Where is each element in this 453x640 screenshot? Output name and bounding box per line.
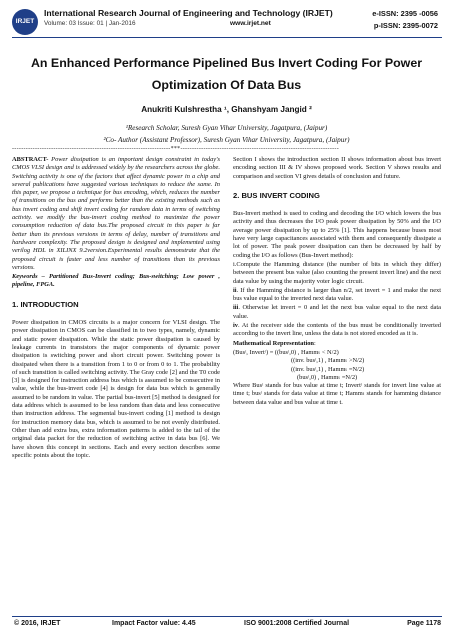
e-issn: e-ISSN: 2395 -0056 — [372, 9, 438, 18]
step-iv — [233, 322, 441, 339]
affiliation-1: ¹Research Scholar, Suresh Gyan Vihar University, Jagatpura, (Jaipur) — [125, 124, 328, 132]
math-heading: Mathematical Representation: — [233, 339, 316, 347]
abstract-label: ABSTRACT- — [12, 156, 49, 163]
paper-title: An Enhanced Performance Pipelined Bus Invert Coding For Power Optimization Of Data Bus — [30, 56, 423, 92]
math-line-2: ((inv. busᵗ,1) , Hammₜ >N/2) — [291, 357, 365, 365]
footer-divider — [12, 616, 442, 617]
step-i: i.Compute the Hamming distance (the number of bits in which they differ) between the present bus value (also counting the present invert line) and the next data value by using the majority voter logic circuit. — [233, 260, 441, 285]
bus-invert-text: Bus-Invert method is used to coding and decoding the I/O which lowers the bus activity and thus decreases the I/O peak power dissipation by 50% and the I/O average power dissipation by up to 25% [1]. This happens because buses most have very large capacitances associated with them and consequently dissipate a lot of power. The peak power dissipation can then be decreased by half by coding the I/O as follows (Bus-Invert method): — [233, 210, 441, 259]
math-description: Where Busᵗ stands for bus value at time t; Invertᵗ stands for invert line value at time t; busᵗ stands for data value at time t; Hammₜ stands for hamming distance between data value and bus value at time t. — [233, 382, 441, 406]
math-line-4: (busᵗ,0) , Hammₜ =N/2) — [297, 373, 358, 381]
bus-invert-heading: 2. BUS INVERT CODING — [233, 190, 320, 200]
footer-impact-factor: Impact Factor value: 4.45 — [112, 620, 196, 627]
step-ii — [233, 287, 441, 304]
footer-page-number: Page 1178 — [407, 620, 441, 627]
paper-authors: Anukriti Kulshrestha ¹, Ghanshyam Jangid ² — [141, 105, 312, 114]
footer-iso: ISO 9001:2008 Certified Journal — [244, 620, 350, 627]
p-issn: p-ISSN: 2395-0072 — [373, 21, 438, 30]
step-iv-label: iv — [233, 322, 238, 330]
volume-issue: Volume: 03 Issue: 01 | Jan-2016 — [44, 20, 136, 27]
section-separator: ---------------------------------------------------------------------***--------------------------------------------------------------------- — [12, 146, 340, 152]
header-divider — [12, 37, 442, 38]
journal-url[interactable]: www.irjet.net — [230, 20, 271, 27]
step-iii-label: iii — [233, 304, 239, 312]
math-line-1: (Busᵗ, Invertᵗ) = ((busᵗ,0) , Hammₜ < N/2) — [233, 348, 339, 356]
introduction-text: Power dissipation in CMOS circuits is a major concern for VLSI design. The power dissipation in CMOS can be classified in to two types, namely, dynamic and static power dissipation. While the static power dissipation is caused by leakage currents in transistors the major components of dynamic power dissipation is switching power and short circuit power. Switching power is dissipated when there is a transition from 1 to 0 or from 0 to 1. The probability of such transition is called switching activity. The Gray code [2] and the T0 code [3] is designed for instruction address bus which is assumed to be consecutive in value, while the bus-invert code [4] is design for data bus which is generally assumed to be random in value. The partial bus-invert [5] method is designed for data address which is assumed to be less random than data and less consecutive than instruction address. The segmental bus-invert coding [1] method is design for instruction memory data bus, which is assumed to be not evenly distributed. Other than add extra bus, extra information patterns is added to the tail of the original data packet for the reduction of switching active in data bus [6]. We have shown this concept in sections. Each and every section describes some specific points about the topic. — [12, 319, 220, 459]
footer-copyright: © 2016, IRJET — [14, 620, 61, 627]
introduction-heading: 1. INTRODUCTION — [12, 299, 79, 309]
right-column — [233, 156, 441, 408]
math-heading-text: Mathematical Representation — [233, 339, 314, 347]
keywords: Keywords – Partitioned Bus-Invert coding; Bus-switching; Low power , pipeline, FPGA. — [12, 273, 220, 289]
introduction-continued: Section I shows the introduction section II shows information about bus invert encoding section III & IV shows proposed work. Section V shows results and comparison and section VI gives details of conclusion and future. — [233, 156, 441, 180]
math-line-3: ((inv. busᵗ,1) , Hammₜ =N/2) — [291, 365, 365, 373]
affiliation-2: ²Co- Author (Assistant Professor), Suresh Gyan Vihar University, Jagatpura, (Jaipur) — [103, 136, 350, 144]
step-ii-text: . If the Hamming distance is larger than n/2, set invert = 1 and make the next bus value equal to the inverted next data value. — [233, 286, 441, 303]
step-ii-label: ii — [233, 286, 237, 294]
journal-name: International Research Journal of Engineering and Technology (IRJET) — [44, 8, 333, 18]
step-iii — [233, 304, 441, 321]
left-column — [12, 156, 220, 461]
abstract-text: Power dissipation is an important design constraint in today's CMOS VLSI design and is addressed widely by the researchers across the globe. Switching activity is one of the factors that affect dynamic power in a chip and several publications have suggested various techniques to reduce the same. In this paper, we propose a technique for bus encoding, which, reduces the number of transitions on the bus and performs better than the existing methods such as bus invert coding and shift invert coding for random data in terms of switching activity. we modify the bus-invert coding method to maximize the power consumption reduction of data bus.The proposed circuit in this paper is far better than its previous versions in terms of delay, number of transitions and hardware complexity. The proposed design is designed and implemented using verilog HDL in XILINX 9.2version.Experimental results demonstrate that the proposed circuit is faster and less number of transitions than its previous versions. — [12, 156, 220, 271]
step-iii-text: . Otherwise let invert = 0 and let the next bus value equal to the next data value. — [233, 304, 441, 320]
abstract — [12, 156, 220, 272]
step-iv-text: . At the receiver side the contents of the bus must be conditionally inverted according to the invert line, unless the data is not stored encoded as it is. — [233, 322, 441, 338]
journal-logo: IRJET — [12, 9, 38, 35]
